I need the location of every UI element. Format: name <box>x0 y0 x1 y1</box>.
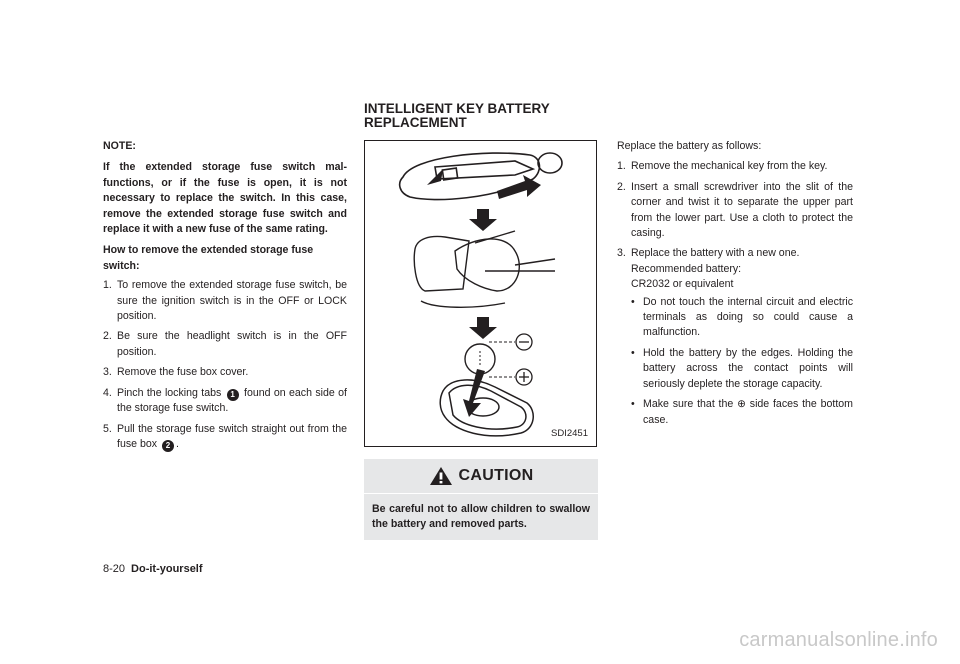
arrow-down-icon <box>469 317 497 339</box>
step-text: found on each side of the storage fuse switch. <box>117 386 347 415</box>
replacement-steps <box>617 159 853 428</box>
step-text: Pull the storage fuse switch straight out from the fuse box <box>117 422 347 450</box>
step-number: 1. <box>103 279 112 292</box>
recommended-label: Recommended battery: <box>631 262 742 275</box>
battery-notes <box>631 295 853 428</box>
list-item <box>103 386 347 417</box>
bullet-icon: • <box>631 346 635 359</box>
removal-steps <box>103 278 347 452</box>
list-item <box>617 246 853 427</box>
step-number: 2. <box>103 330 112 343</box>
plus-side-icon: ⊕ <box>737 398 746 411</box>
figure-label: SDI2451 <box>551 427 588 439</box>
step-number: 4. <box>103 386 112 399</box>
arrow-down-icon <box>469 209 497 231</box>
list-item <box>103 365 347 380</box>
watermark: carmanualsonline.info <box>739 629 938 651</box>
section-title <box>364 102 598 130</box>
bullet-icon: • <box>631 295 635 308</box>
step-text: To remove the extended storage fuse switch, be sure the ignition switch is in the OFF or LOCK position. <box>117 279 347 323</box>
bottom-case-illustration <box>440 380 533 436</box>
middle-column <box>364 102 598 540</box>
caution-box <box>364 459 598 540</box>
bullet-text: Do not touch the internal circuit and electric terminals as doing so could cause a malfunction. <box>643 295 853 339</box>
step-text: . <box>176 437 179 450</box>
bullet-text: Hold the battery by the edges. Holding the battery across the contact points will seriously deplete the storage capacity. <box>643 346 853 390</box>
page-number: 8-20 <box>103 563 126 575</box>
right-column <box>617 139 853 433</box>
list-item <box>103 329 347 360</box>
step-number: 2. <box>617 180 626 193</box>
caution-header <box>364 459 598 493</box>
step-text: Remove the fuse box cover. <box>117 366 249 379</box>
list-item <box>631 397 853 428</box>
step-text: Replace the battery with a new one. <box>631 247 800 260</box>
step-number: 3. <box>617 247 626 260</box>
page-footer <box>103 563 203 575</box>
left-column <box>103 139 347 457</box>
note-heading: NOTE: <box>103 140 136 152</box>
list-item <box>617 159 853 174</box>
step-number: 1. <box>617 160 626 173</box>
key-fob-top-illustration <box>400 153 562 200</box>
callout-2-icon: 2 <box>162 440 174 452</box>
bullet-text: side faces the bottom case. <box>643 398 853 426</box>
howto-heading: How to remove the extended storage fuse switch: <box>103 244 314 272</box>
section-title-line: REPLACEMENT <box>364 115 467 130</box>
intro-text: Replace the battery as follows: <box>617 140 762 152</box>
step-text: Pinch the locking tabs <box>117 386 222 399</box>
bullet-icon: • <box>631 398 635 411</box>
note-body: If the extended storage fuse switch mal-functions, or if the fuse is open, it is not necessary to replace the switch. In this case, remove the extended storage fuse switch and replace it with a new fuse of the same rating. <box>103 161 347 236</box>
caution-title: CAUTION <box>458 467 534 485</box>
list-item <box>103 278 347 324</box>
section-title-line: INTELLIGENT KEY BATTERY <box>364 101 550 116</box>
step-number: 5. <box>103 422 112 435</box>
list-item <box>631 295 853 341</box>
bullet-text: Make sure that the <box>643 398 734 411</box>
step-text: Insert a small screwdriver into the slit of the corner and twist it to separate the upper part from the lower part. Use a cloth to protect the casing. <box>631 180 853 240</box>
battery-illustration <box>365 141 596 446</box>
screwdriver-cloth-illustration <box>414 231 555 307</box>
list-item <box>617 180 853 242</box>
caution-text: Be careful not to allow children to swallow the battery and removed parts. <box>372 503 590 530</box>
step-number: 3. <box>103 366 112 379</box>
warning-icon <box>429 466 453 486</box>
section-name: Do-it-yourself <box>131 563 203 575</box>
battery-replacement-figure <box>364 140 597 447</box>
step-text: Remove the mechanical key from the key. <box>631 160 828 173</box>
callout-1-icon: 1 <box>227 389 239 401</box>
arrow-down-icon <box>463 369 485 417</box>
recommended-value: CR2032 or equivalent <box>631 278 734 291</box>
list-item <box>103 422 347 453</box>
list-item <box>631 346 853 392</box>
step-text: Be sure the headlight switch is in the OFF position. <box>117 330 347 358</box>
